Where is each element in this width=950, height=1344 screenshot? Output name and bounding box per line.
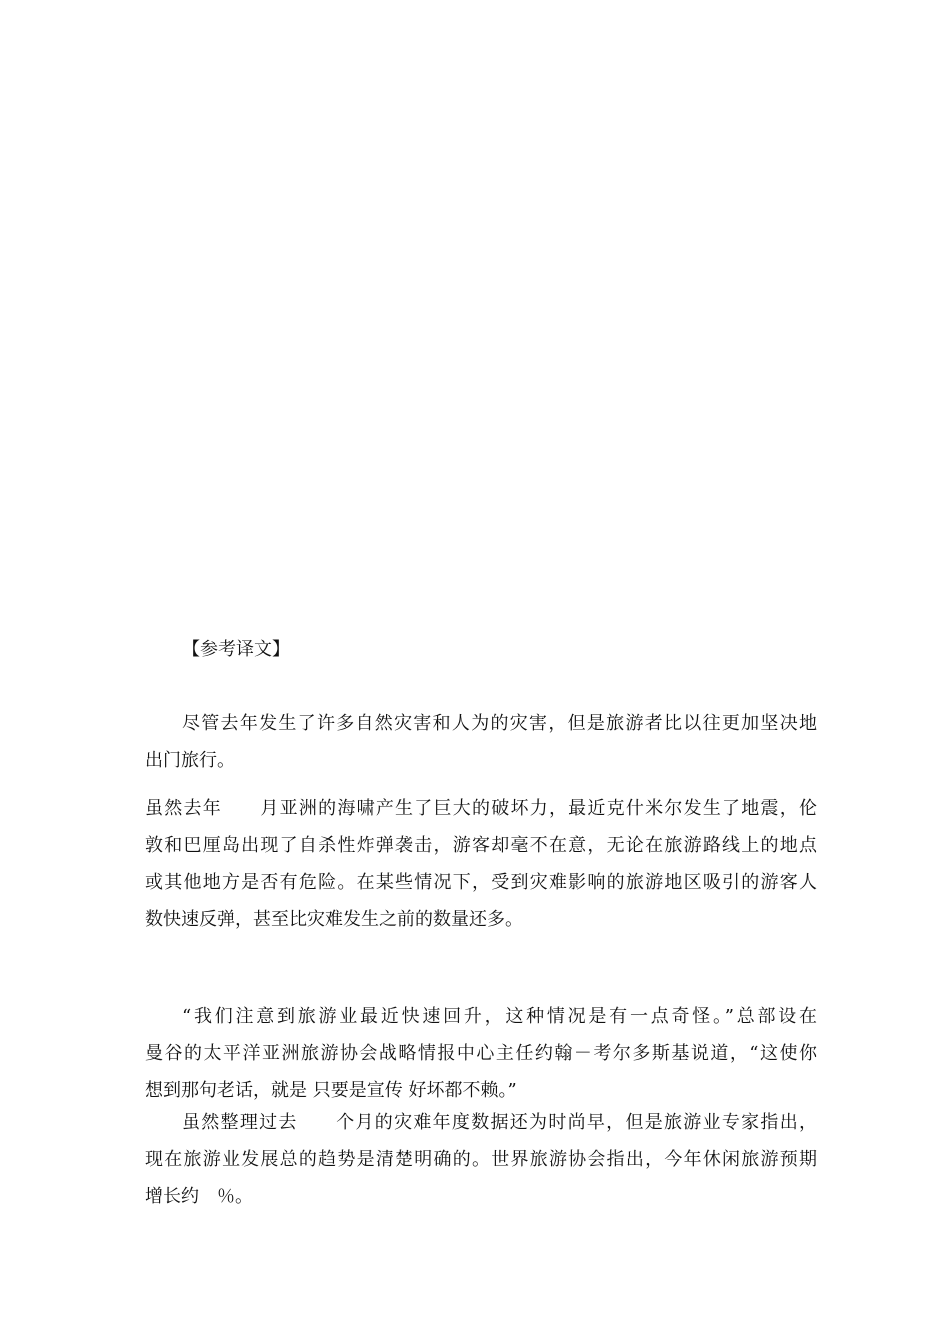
paragraph-line: 曼谷的太平洋亚洲旅游协会战略情报中心主任约翰－考尔多斯基说道，“这使你 (145, 1043, 817, 1064)
paragraph-3 (145, 998, 817, 1109)
paragraph-line: 尽管去年发生了许多自然灾害和人为的灾害，但是旅游者比以往更加坚决地 (182, 713, 817, 734)
paragraph-line: 增长约 ％。 (145, 1186, 253, 1207)
section-heading: 【参考译文】 (182, 639, 290, 660)
paragraph-1 (145, 705, 817, 779)
paragraph-line: 或其他地方是否有危险。在某些情况下，受到灾难影响的旅游地区吸引的游客人 (145, 872, 817, 893)
paragraph-line: 出门旅行。 (145, 750, 235, 771)
paragraph-4 (145, 1104, 817, 1215)
paragraph-line: 虽然去年 月亚洲的海啸产生了巨大的破坏力，最近克什米尔发生了地震，伦 (145, 798, 817, 819)
paragraph-line: 虽然整理过去 个月的灾难年度数据还为时尚早，但是旅游业专家指出， (182, 1112, 817, 1133)
paragraph-2 (145, 790, 817, 938)
paragraph-line: 想到那句老话，就是 只要是宣传 好坏都不赖。” (145, 1080, 517, 1101)
paragraph-line: 现在旅游业发展总的趋势是清楚明确的。世界旅游协会指出，今年休闲旅游预期 (145, 1149, 817, 1170)
paragraph-line: 敦和巴厘岛出现了自杀性炸弹袭击，游客却毫不在意，无论在旅游路线上的地点 (145, 835, 817, 856)
paragraph-line: “我们注意到旅游业最近快速回升，这种情况是有一点奇怪。”总部设在 (182, 1006, 817, 1027)
paragraph-line: 数快速反弹，甚至比灾难发生之前的数量还多。 (145, 909, 523, 930)
